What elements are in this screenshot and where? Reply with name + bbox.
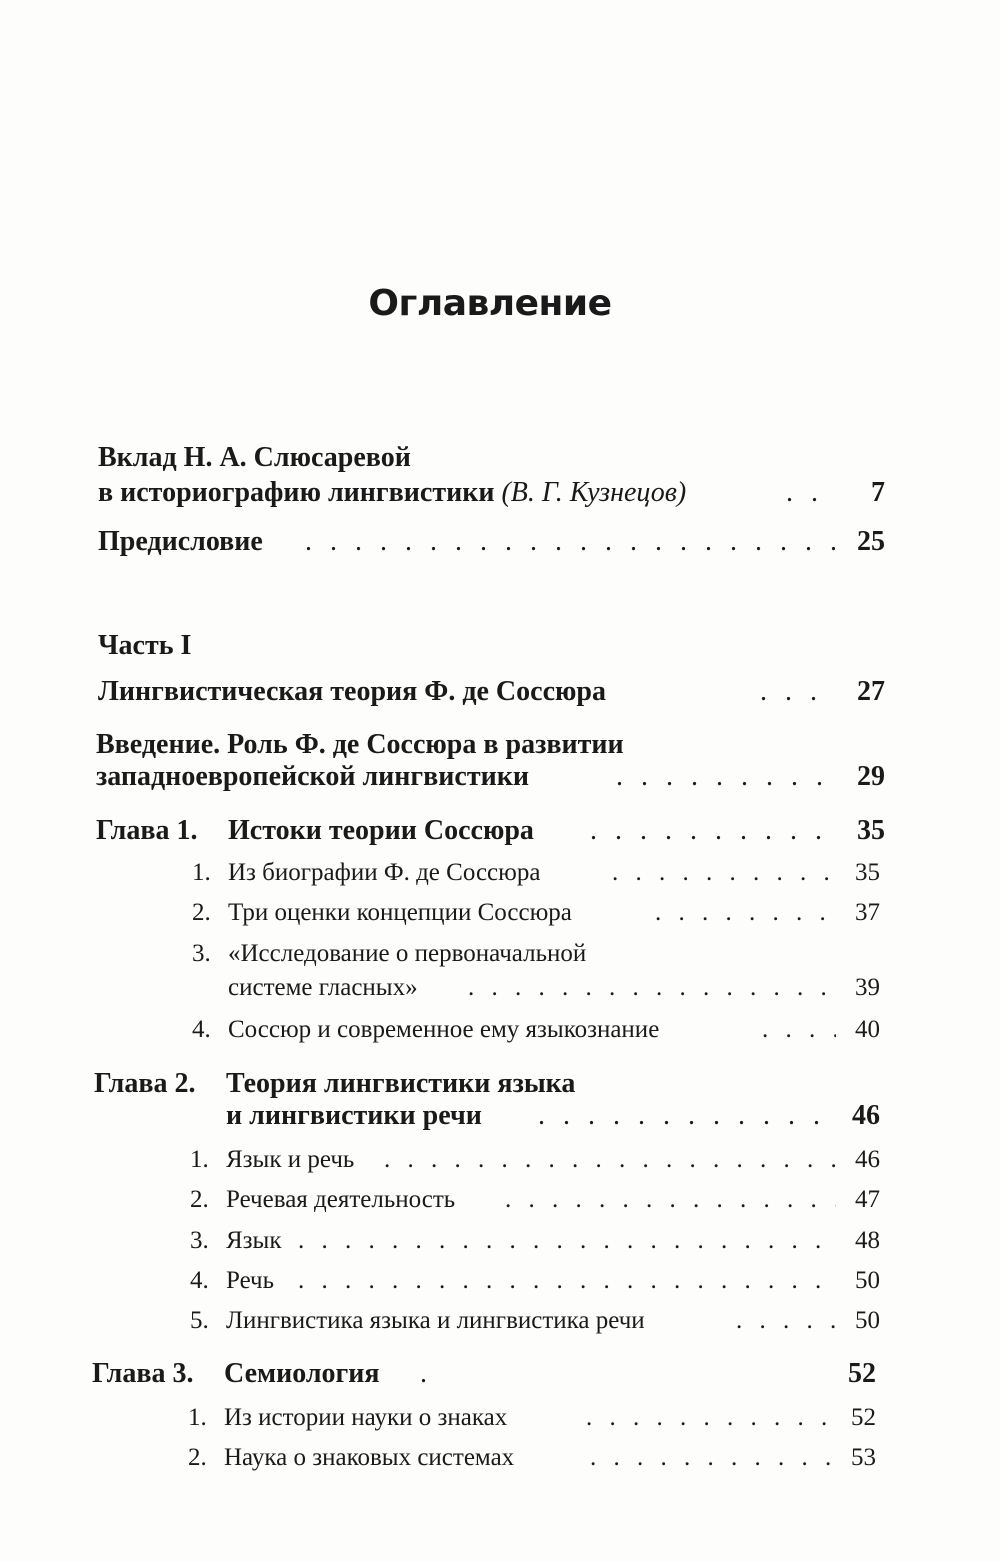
page-number: 29 xyxy=(857,761,885,792)
page-number: 25 xyxy=(857,526,885,557)
toc-entry-intro-line1[interactable]: Введение. Роль Ф. де Соссюра в развитии xyxy=(96,729,624,760)
page-number: 40 xyxy=(855,1016,880,1043)
page-number: 50 xyxy=(855,1307,880,1334)
leader-dots xyxy=(384,1146,836,1174)
section-number: 2. xyxy=(188,1444,207,1471)
toc-entry-section[interactable]: Из истории науки о знаках xyxy=(224,1404,508,1431)
toc-entry-chapter2-line1[interactable]: Теория лингвистики языка xyxy=(226,1068,576,1099)
page-number: 53 xyxy=(851,1444,876,1471)
page-number: 50 xyxy=(855,1267,880,1294)
leader-dots xyxy=(305,526,835,558)
toc-entry-section[interactable]: Лингвистика языка и лингвистика речи xyxy=(226,1307,645,1334)
toc-entry-section[interactable]: Из биографии Ф. де Соссюра xyxy=(228,859,541,886)
toc-entry-contribution-line1[interactable]: Вклад Н. А. Слюсаревой xyxy=(98,442,411,473)
page-number: 39 xyxy=(855,974,880,1001)
page-title: Оглавление xyxy=(368,283,612,324)
toc-entry-chapter1[interactable]: Истоки теории Соссюра xyxy=(228,815,534,846)
toc-entry-preface[interactable]: Предисловие xyxy=(98,526,263,557)
page-number: 27 xyxy=(857,676,885,707)
page-number: 37 xyxy=(855,899,880,926)
chapter-label: Глава 1. xyxy=(96,815,198,846)
page-number: 46 xyxy=(855,1146,880,1173)
leader-dots xyxy=(468,974,836,1002)
toc-entry-contribution-title: в историографию лингвистики xyxy=(98,477,495,508)
leader-dots xyxy=(505,1186,836,1214)
toc-entry-section-line1[interactable]: «Исследование о первоначальной xyxy=(228,940,587,967)
page-number: 52 xyxy=(851,1404,876,1431)
section-number: 4. xyxy=(192,1016,211,1043)
section-number: 2. xyxy=(190,1186,209,1213)
leader-dots xyxy=(298,1227,836,1255)
toc-entry-section-line2[interactable]: системе гласных» xyxy=(228,974,418,1001)
toc-entry-section[interactable]: Три оценки концепции Соссюра xyxy=(228,899,572,926)
page-number: 48 xyxy=(855,1227,880,1254)
leader-dots xyxy=(538,1100,836,1132)
leader-dots xyxy=(616,761,836,793)
leader-dots xyxy=(420,1358,440,1390)
toc-entry-section[interactable]: Язык и речь xyxy=(226,1146,355,1173)
section-number: 3. xyxy=(190,1227,209,1254)
section-number: 5. xyxy=(190,1307,209,1334)
leader-dots xyxy=(298,1267,836,1295)
part-label: Часть I xyxy=(98,630,192,661)
toc-entry-section[interactable]: Язык xyxy=(226,1227,282,1254)
toc-entry-section[interactable]: Наука о знаковых системах xyxy=(224,1444,515,1471)
toc-entry-chapter2-line2[interactable]: и лингвистики речи xyxy=(226,1100,482,1131)
leader-dots xyxy=(590,815,835,847)
toc-entry-contribution-line2[interactable] xyxy=(98,477,686,509)
page-number: 35 xyxy=(855,859,880,886)
toc-entry-section[interactable]: Речь xyxy=(226,1267,275,1294)
toc-entry-contribution-author: (В. Г. Кузнецов) xyxy=(501,477,687,508)
toc-entry-section[interactable]: Речевая деятельность xyxy=(226,1186,456,1213)
toc-entry-part1[interactable]: Лингвистическая теория Ф. де Соссюра xyxy=(98,676,606,707)
section-number: 3. xyxy=(192,940,211,967)
page-number: 7 xyxy=(871,477,885,508)
section-number: 1. xyxy=(188,1404,207,1431)
section-number: 2. xyxy=(192,899,211,926)
page-number: 47 xyxy=(855,1186,880,1213)
page-number: 35 xyxy=(857,815,885,846)
page-number: 46 xyxy=(852,1100,880,1131)
toc-entry-section[interactable]: Соссюр и современное ему языкознание xyxy=(228,1016,660,1043)
section-number: 4. xyxy=(190,1267,209,1294)
section-number: 1. xyxy=(190,1146,209,1173)
page-number: 52 xyxy=(848,1358,876,1389)
section-number: 1. xyxy=(192,859,211,886)
chapter-label: Глава 3. xyxy=(92,1358,194,1389)
chapter-label: Глава 2. xyxy=(94,1068,196,1099)
toc-entry-chapter3[interactable]: Семиология xyxy=(224,1358,380,1389)
toc-entry-intro-line2[interactable]: западноевропейской лингвистики xyxy=(96,761,529,792)
